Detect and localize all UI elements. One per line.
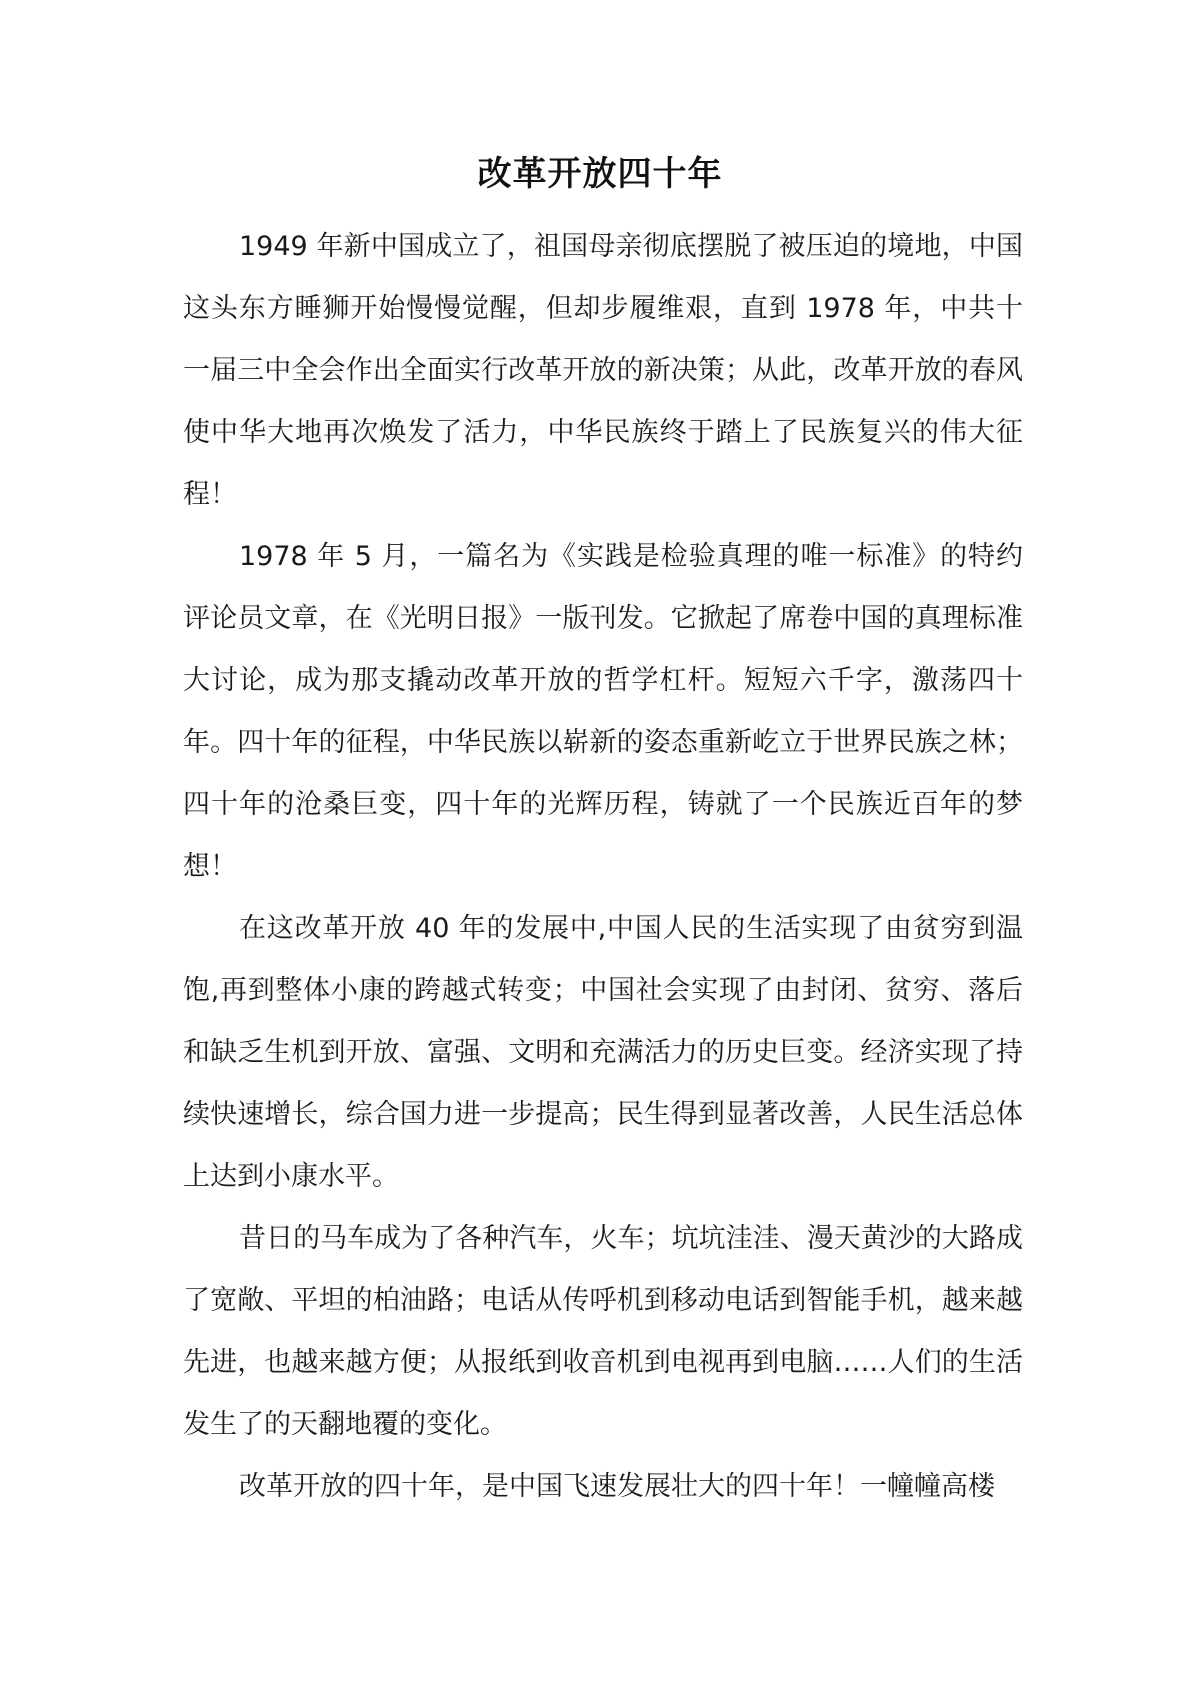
- paragraph-4: 昔日的马车成为了各种汽车，火车；坑坑洼洼、漫天黄沙的大路成了宽敞、平坦的柏油路；电话从传呼机到移动电话到智能手机，越来越先进，也越来越方便；从报纸到收音机到电视再到电脑……人们的生活发生了的天翻地覆的变化。: [183, 1223, 1023, 1440]
- paragraph-1: 1949 年新中国成立了，祖国母亲彻底摆脱了被压迫的境地，中国这头东方睡狮开始慢慢觉醒，但却步履维艰，直到 1978 年，中共十一届三中全会作出全面实行改革开放的新决策；从此，改革开放的春风使中华大地再次焕发了活力，中华民族终于踏上了民族复兴的伟大征程！: [183, 231, 1023, 510]
- paragraph-3: 在这改革开放 40 年的发展中,中国人民的生活实现了由贫穷到温饱,再到整体小康的跨越式转变；中国社会实现了由封闭、贫穷、落后和缺乏生机到开放、富强、文明和充满活力的历史巨变。经济实现了持续快速增长，综合国力进一步提高；民生得到显著改善，人民生活总体上达到小康水平。: [183, 913, 1023, 1192]
- paragraph-2: 1978 年 5 月，一篇名为《实践是检验真理的唯一标准》的特约评论员文章，在《光明日报》一版刊发。它掀起了席卷中国的真理标准大讨论，成为那支撬动改革开放的哲学杠杆。短短六千字，激荡四十年。四十年的征程，中华民族以崭新的姿态重新屹立于世界民族之林；四十年的沧桑巨变，四十年的光辉历程，铸就了一个民族近百年的梦想！: [183, 541, 1023, 882]
- document-body: [183, 216, 1023, 1518]
- paragraph-5: 改革开放的四十年，是中国飞速发展壮大的四十年！一幢幢高楼: [239, 1471, 995, 1502]
- document-title: 改革开放四十年: [477, 154, 723, 194]
